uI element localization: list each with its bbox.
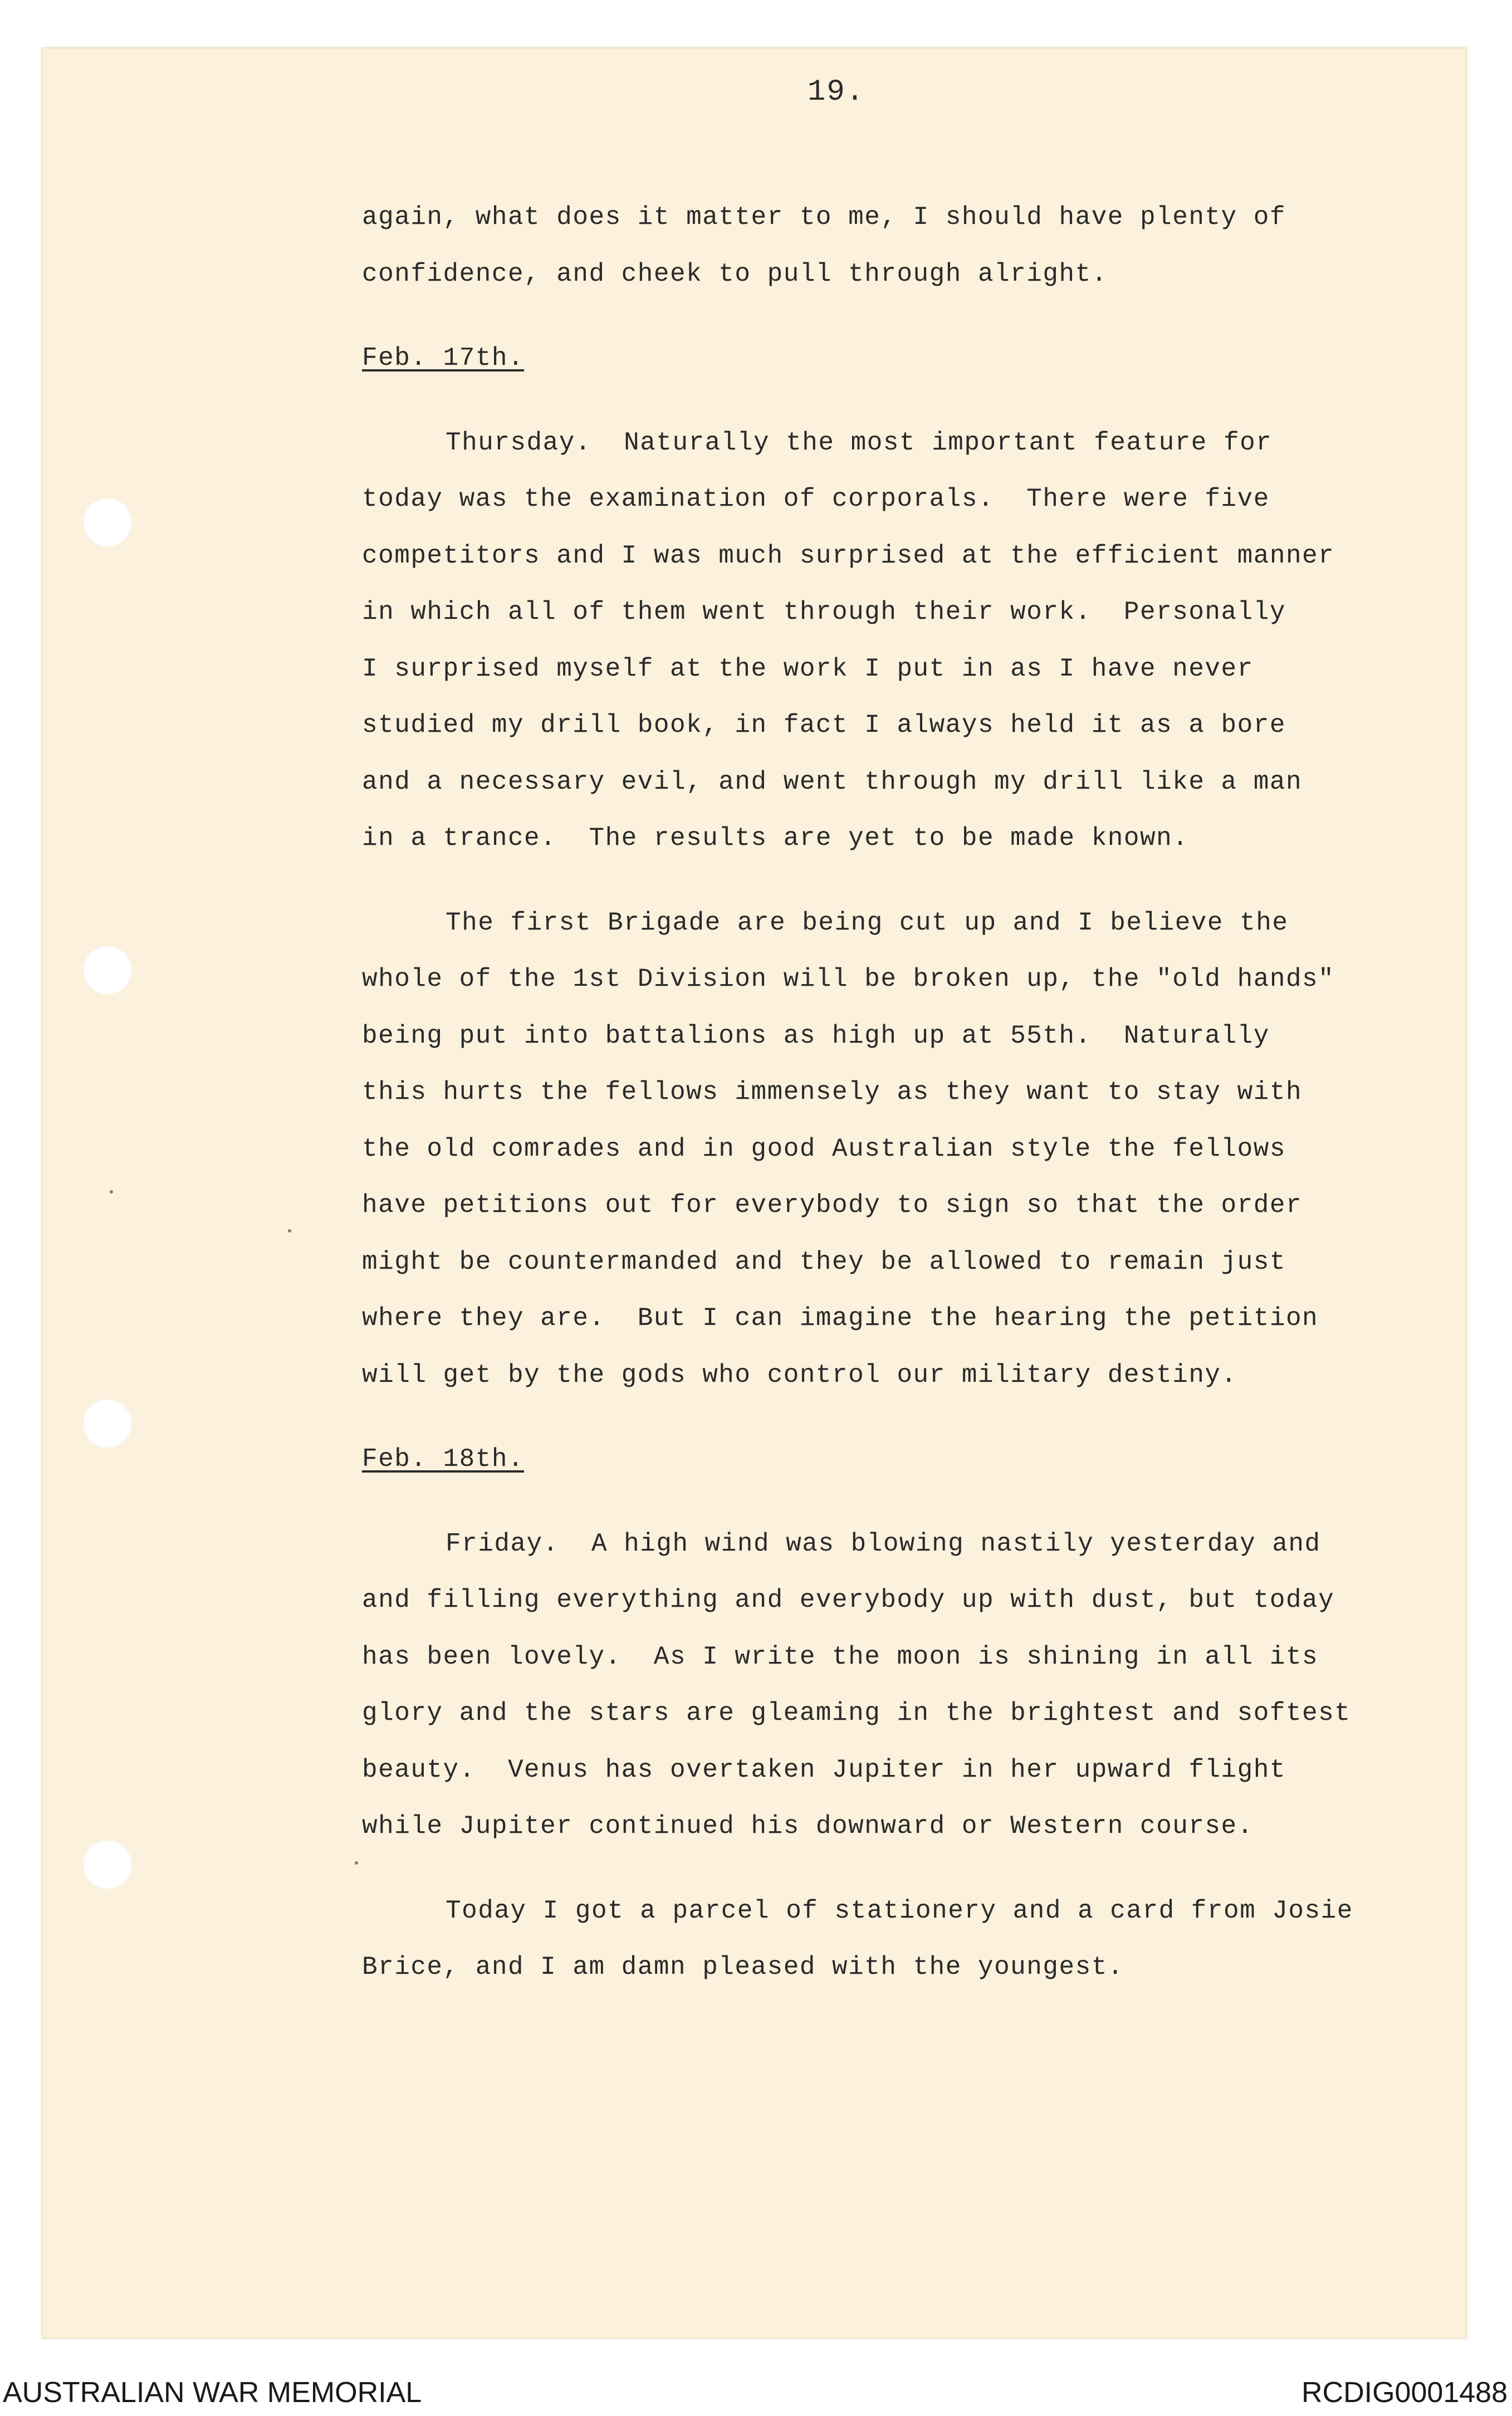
text-line: while Jupiter continued his downward or Western course. [362, 1812, 1254, 1841]
punch-hole [83, 498, 132, 547]
punch-hole [83, 946, 132, 995]
date-heading-text: Feb. 18th. [362, 1445, 525, 1474]
paper-speck [355, 1861, 358, 1865]
text-line: today was the examination of corporals. There were five [362, 485, 1270, 513]
text-line: Brice, and I am damn pleased with the youngest. [362, 1953, 1124, 1982]
footer-record-id: RCDIG0001488 [1301, 2376, 1508, 2409]
punch-hole [83, 1840, 132, 1889]
text-line: again, what does it matter to me, I should have plenty of [362, 203, 1286, 232]
text-line: the old comrades and in good Australian style the fellows [362, 1134, 1286, 1163]
paper-speck [288, 1229, 291, 1233]
text-line: whole of the 1st Division will be broken up, the "old hands" [362, 965, 1335, 994]
diary-text [362, 189, 1465, 1996]
date-heading-text: Feb. 17th. [362, 344, 525, 373]
date-heading [362, 1431, 1465, 1488]
text-line: and a necessary evil, and went through my drill like a man [362, 767, 1303, 796]
text-line: I surprised myself at the work I put in as I have never [362, 654, 1254, 683]
text-line: Thursday. Naturally the most important feature for [446, 428, 1273, 457]
page-number: 19. [808, 75, 865, 109]
date-heading [362, 330, 1465, 387]
paper-speck [110, 1190, 113, 1194]
text-line: and filling everything and everybody up with dust, but today [362, 1586, 1335, 1615]
text-line: has been lovely. As I write the moon is shining in all its [362, 1642, 1319, 1671]
punch-hole [83, 1399, 132, 1448]
text-line: Friday. A high wind was blowing nastily yesterday and [446, 1529, 1321, 1558]
text-line: being put into battalions as high up at 55th. Naturally [362, 1021, 1270, 1050]
text-line: in a trance. The results are yet to be made known. [362, 824, 1189, 853]
text-line: this hurts the fellows immensely as they want to stay with [362, 1078, 1303, 1107]
text-line: Today I got a parcel of stationery and a card from Josie [446, 1896, 1353, 1925]
text-line: confidence, and cheek to pull through alright. [362, 259, 1108, 288]
text-line: The first Brigade are being cut up and I believe the [446, 908, 1289, 937]
text-line: glory and the stars are gleaming in the brightest and softest [362, 1699, 1351, 1728]
text-line: will get by the gods who control our military destiny. [362, 1360, 1237, 1390]
text-line: have petitions out for everybody to sign so that the order [362, 1191, 1303, 1220]
text-line: beauty. Venus has overtaken Jupiter in her upward flight [362, 1755, 1286, 1784]
text-line: in which all of them went through their work. Personally [362, 598, 1286, 627]
text-line: studied my drill book, in fact I always held it as a bore [362, 711, 1286, 740]
footer-archive-name: AUSTRALIAN WAR MEMORIAL [3, 2376, 422, 2409]
text-line: might be countermanded and they be allowed to remain just [362, 1247, 1286, 1277]
text-line: where they are. But I can imagine the hearing the petition [362, 1304, 1319, 1333]
text-line: competitors and I was much surprised at the efficient manner [362, 541, 1335, 570]
